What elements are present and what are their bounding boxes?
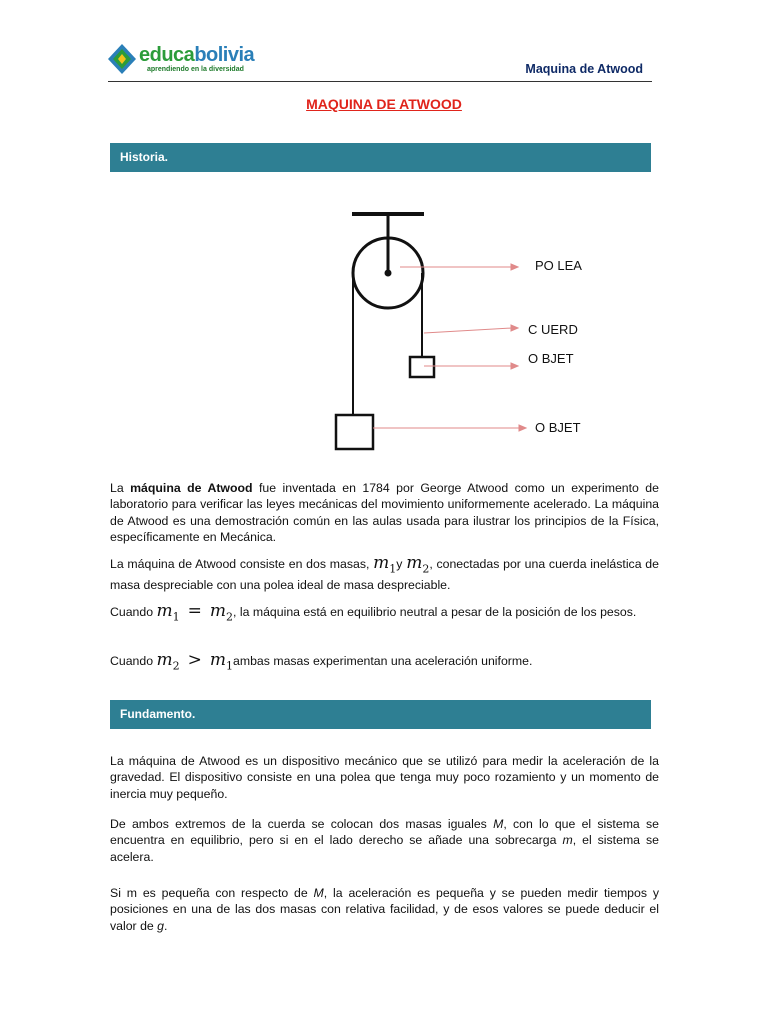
label-objeto-1: O BJET [528, 351, 574, 366]
brand-name: educabolivia [139, 44, 255, 66]
atwood-diagram [300, 200, 600, 460]
fundamento-paragraph-1: La máquina de Atwood es un dispositivo mecánico que se utilizó para medir la aceleración de la gravedad. El dispositivo consiste en una polea que tenga muy poco rozamiento y un momento de inercia muy pequeño. [110, 754, 659, 801]
section-header-historia: Historia. [110, 143, 651, 172]
brand-logo [108, 43, 258, 79]
historia-paragraph-2: La máquina de Atwood consiste en dos masas, $m_1y$ $m_2$, conectadas por una cuerda inelástica de masa despreciable con una polea ideal de masa despreciable. [110, 553, 659, 593]
fundamento-paragraph-2: De ambos extremos de la cuerda se colocan dos masas iguales M, con lo que el sistema se encuentra en equilibrio, pero si en el lado derecho se añade una sobrecarga m, el sistema se acelera. [110, 817, 659, 864]
logo-icon [108, 44, 136, 74]
label-cuerda: C UERD [528, 322, 578, 337]
small-mass [410, 357, 434, 377]
label-objeto-2: O BJET [535, 420, 581, 435]
arrow-cuerda [424, 328, 512, 333]
header-divider [108, 81, 652, 82]
historia-paragraph-4: Cuando $m_2$ > $m_1ambas$ masas experimentan una aceleración uniforme. [110, 650, 533, 673]
large-mass [336, 415, 373, 449]
label-polea: PO LEA [535, 258, 582, 273]
page-title: MAQUINA DE ATWOOD [306, 96, 462, 112]
header-title: Maquina de Atwood [525, 62, 643, 76]
fundamento-paragraph-3: Si m es pequeña con respecto de M, la aceleración es pequeña y se pueden medir tiempos y posiciones en una de las dos masas con relativa facilidad, y de esos valores se puede deducir el valor de g. [110, 886, 659, 933]
pulley-axle [385, 270, 392, 277]
brand-tagline: aprendiendo en la diversidad [147, 66, 244, 73]
historia-paragraph-1: La máquina de Atwood fue inventada en 1784 por George Atwood como un experimento de laboratorio para verificar las leyes mecánicas del movimiento uniformemente acelerado. La máquina de Atwood es una demostración común en las aulas usada para ilustrar los principios de la Física, específicamente en Mecánica. [110, 481, 659, 544]
historia-paragraph-3: Cuando $m_1 = m_2$, la máquina está en equilibrio neutral a pesar de la posición de los pesos. [110, 601, 637, 624]
section-header-fundamento: Fundamento. [110, 700, 651, 729]
